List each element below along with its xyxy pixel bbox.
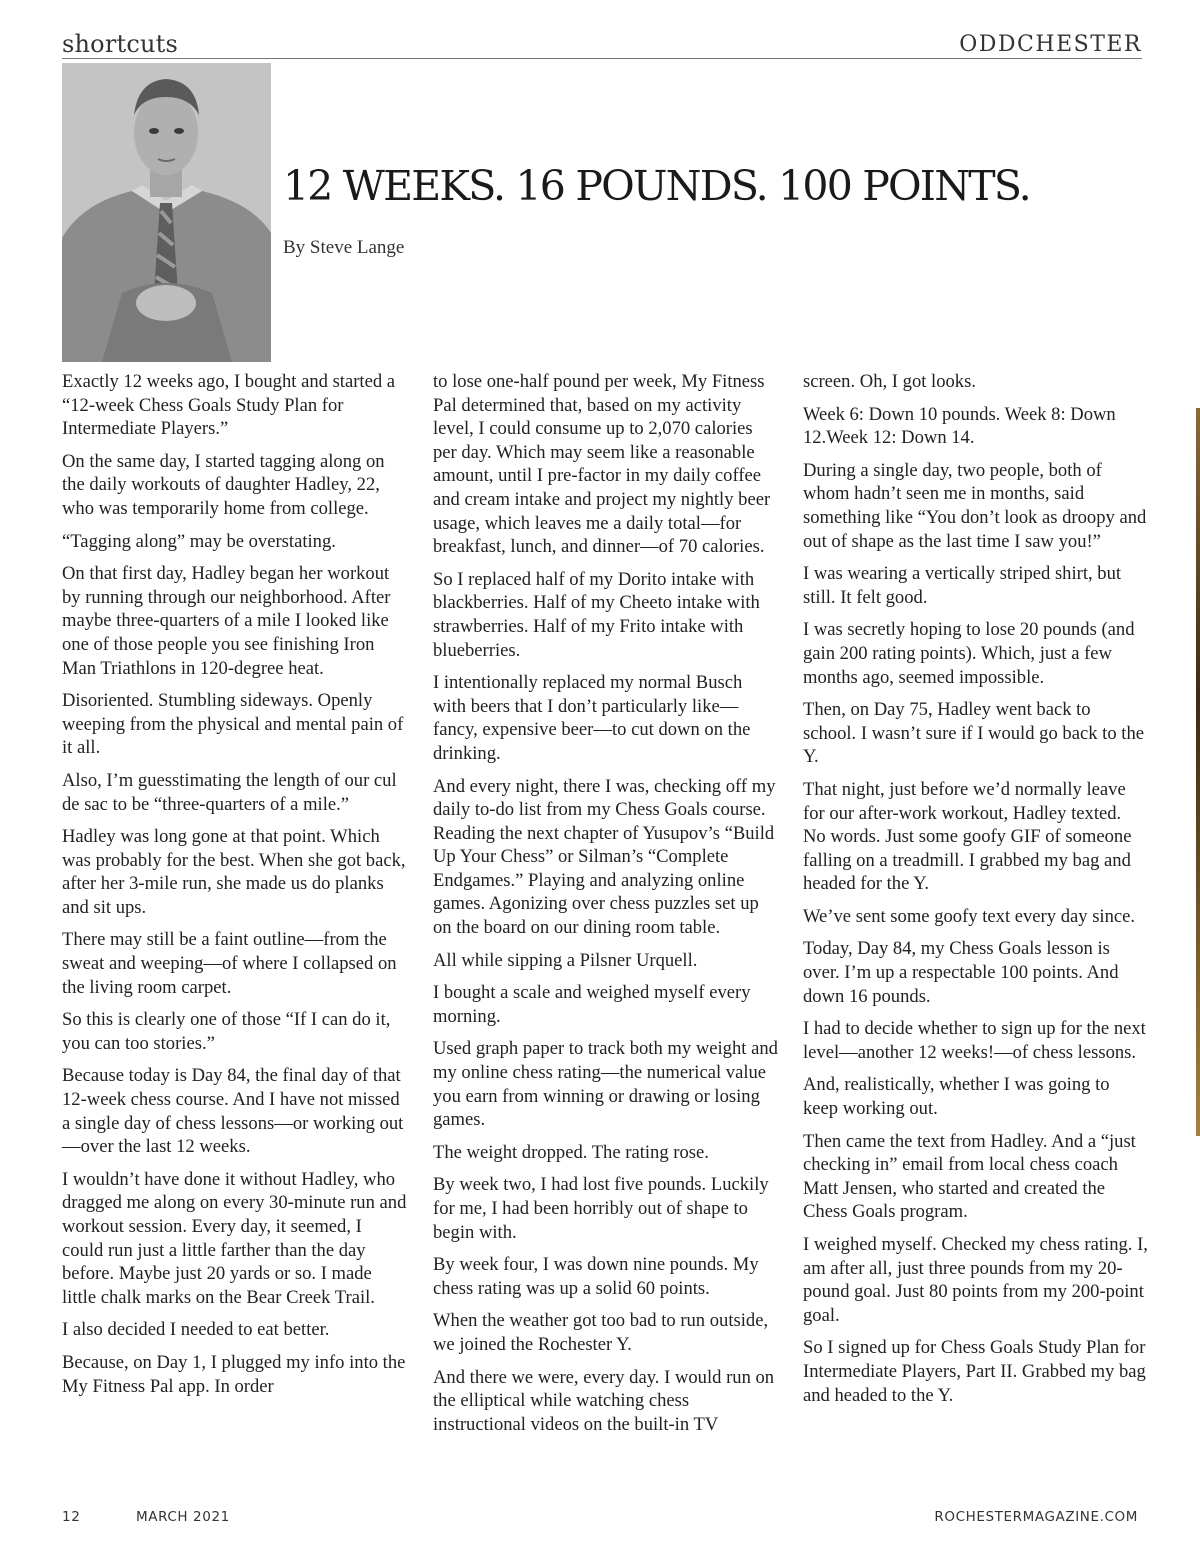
paragraph: By week four, I was down nine pounds. My chess rating was up a solid 60 points. bbox=[433, 1254, 759, 1299]
page-number: 12 bbox=[62, 1509, 81, 1525]
paragraph: Then, on Day 75, Hadley went back to school. I wasn’t sure if I would go back to the Y. bbox=[803, 699, 1144, 768]
paragraph: Then came the text from Hadley. And a “just checking in” email from local chess coach Matt Jensen, who started and created the Chess Goals program. bbox=[803, 1130, 1136, 1223]
paragraph: And every night, there I was, checking off my daily to-do list from my Chess Goals course. Reading the next chapter of Yusupov’s “Build Up Your Chess” or Silman’s “Complete Endgames.” Playing and analyzing online games. Agonizing over chess puzzles set up on the board on our dining room table. bbox=[433, 775, 776, 939]
paragraph: On the same day, I started tagging along on the daily workouts of daughter Hadley, 22, who was temporarily home from college. bbox=[62, 450, 385, 519]
paragraph: I weighed myself. Checked my chess rating. I, am after all, just three pounds from my 20-pound goal. Just 80 points from my 200-point goal. bbox=[803, 1234, 1148, 1326]
paragraph: During a single day, two people, both of whom hadn’t seen me in months, said something like “You don’t look as droopy and out of shape as the last time I saw you!” bbox=[803, 459, 1147, 552]
paragraph: I also decided I needed to eat better. bbox=[62, 1319, 330, 1341]
paragraph: I intentionally replaced my normal Busch with beers that I don’t particularly like—fancy, expensive beer—to cut down on the drinking. bbox=[433, 672, 751, 764]
paragraph: I was secretly hoping to lose 20 pounds (and gain 200 rating points). Which, just a few months ago, seemed impossible. bbox=[803, 619, 1135, 688]
paragraph: On that first day, Hadley began her workout by running through our neighborhood. After maybe three-quarters of a mile I looked like one of those people you see finishing Iron Man Triathlons in 120-degree heat. bbox=[62, 563, 391, 679]
paragraph: Hadley was long gone at that point. Which was probably for the best. When she got back, after her 3-mile run, she made us do planks and sit ups. bbox=[62, 826, 406, 918]
paragraph: I was wearing a vertically striped shirt, but still. It felt good. bbox=[803, 563, 1122, 608]
paragraph: So this is clearly one of those “If I can do it, you can too stories.” bbox=[62, 1009, 391, 1054]
magazine-url: ROCHESTERMAGAZINE.COM bbox=[934, 1509, 1138, 1525]
paragraph: I wouldn’t have done it without Hadley, who dragged me along on every 30-minute run and workout session. Every day, it seemed, I could run just a little farther than the day before. Maybe just 20 yards or so. I made little chalk marks on the Bear Creek Trail. bbox=[62, 1168, 407, 1308]
paragraph: screen. Oh, I got looks. bbox=[803, 371, 976, 392]
paragraph: When the weather got too bad to run outside, we joined the Rochester Y. bbox=[433, 1310, 769, 1355]
paragraph: Week 6: Down 10 pounds. Week 8: Down 12.Week 12: Down 14. bbox=[803, 403, 1116, 449]
paragraph: Exactly 12 weeks ago, I bought and started a “12-week Chess Goals Study Plan for Intermediate Players.” bbox=[62, 371, 396, 440]
paragraph: Because today is Day 84, the final day of that 12-week chess course. And I have not missed a single day of chess lessons—or working out—over the last 12 weeks. bbox=[62, 1065, 404, 1158]
paragraph: All while sipping a Pilsner Urquell. bbox=[433, 949, 698, 971]
paragraph: By week two, I had lost five pounds. Luckily for me, I had been horribly out of shape to begin with. bbox=[433, 1174, 769, 1243]
page-edge-strip bbox=[1196, 408, 1200, 1136]
paragraph: That night, just before we’d normally leave for our after-work workout, Hadley texted. No words. Just some goofy GIF of someone falling on a treadmill. I grabbed my bag and headed for the Y. bbox=[803, 778, 1132, 895]
paragraph: Because, on Day 1, I plugged my info into the My Fitness Pal app. In order bbox=[62, 1351, 406, 1397]
paragraph: Today, Day 84, my Chess Goals lesson is over. I’m up a respectable 100 points. And down 16 pounds. bbox=[803, 938, 1119, 1007]
paragraph: “Tagging along” may be overstating. bbox=[62, 530, 336, 552]
paragraph: So I replaced half of my Dorito intake with blackberries. Half of my Cheeto intake with strawberries. Half of my Frito intake with blueberries. bbox=[433, 568, 760, 661]
header-rule bbox=[62, 58, 1142, 59]
paragraph: Used graph paper to track both my weight and my online chess rating—the numerical value you earn from winning or drawing or losing games. bbox=[433, 1038, 778, 1131]
article-column-1 bbox=[62, 370, 407, 1407]
paragraph: Disoriented. Stumbling sideways. Openly weeping from the physical and mental pain of it all. bbox=[62, 690, 404, 759]
paragraph: So I signed up for Chess Goals Study Plan for Intermediate Players, Part II. Grabbed my bag and headed to the Y. bbox=[803, 1337, 1146, 1406]
issue-date: MARCH 2021 bbox=[136, 1509, 230, 1525]
paragraph: Also, I’m guesstimating the length of our cul de sac to be “three-quarters of a mile.” bbox=[62, 769, 397, 815]
article-headline: 12 WEEKS. 16 POUNDS. 100 POINTS. bbox=[283, 162, 1030, 210]
paragraph: We’ve sent some goofy text every day since. bbox=[803, 905, 1136, 927]
paragraph: I had to decide whether to sign up for the next level—another 12 weeks!—of chess lessons. bbox=[803, 1018, 1146, 1063]
author-portrait-illustration bbox=[62, 63, 271, 362]
article-column-3 bbox=[803, 370, 1148, 1416]
author-photo bbox=[62, 63, 271, 362]
paragraph: I bought a scale and weighed myself every morning. bbox=[433, 982, 751, 1027]
paragraph: The weight dropped. The rating rose. bbox=[433, 1141, 709, 1163]
section-label: shortcuts bbox=[62, 30, 178, 58]
article-column-2 bbox=[433, 370, 778, 1445]
column-brand: ODDCHESTER bbox=[959, 32, 1142, 57]
paragraph: And there we were, every day. I would run on the elliptical while watching chess instructional videos on the built-in TV bbox=[433, 1366, 775, 1435]
paragraph: to lose one-half pound per week, My Fitness Pal determined that, based on my activity level, I could consume up to 2,070 calories per day. Which may seem like a reasonable amount, until I pre-factor in my daily coffee and cream intake and project my nightly beer usage, which leaves me a daily total—for breakfast, lunch, and dinner—of 70 calories. bbox=[433, 371, 771, 558]
paragraph: And, realistically, whether I was going to keep working out. bbox=[803, 1074, 1110, 1120]
article-byline: By Steve Lange bbox=[283, 237, 405, 258]
paragraph: There may still be a faint outline—from the sweat and weeping—of where I collapsed on the living room carpet. bbox=[62, 929, 397, 998]
